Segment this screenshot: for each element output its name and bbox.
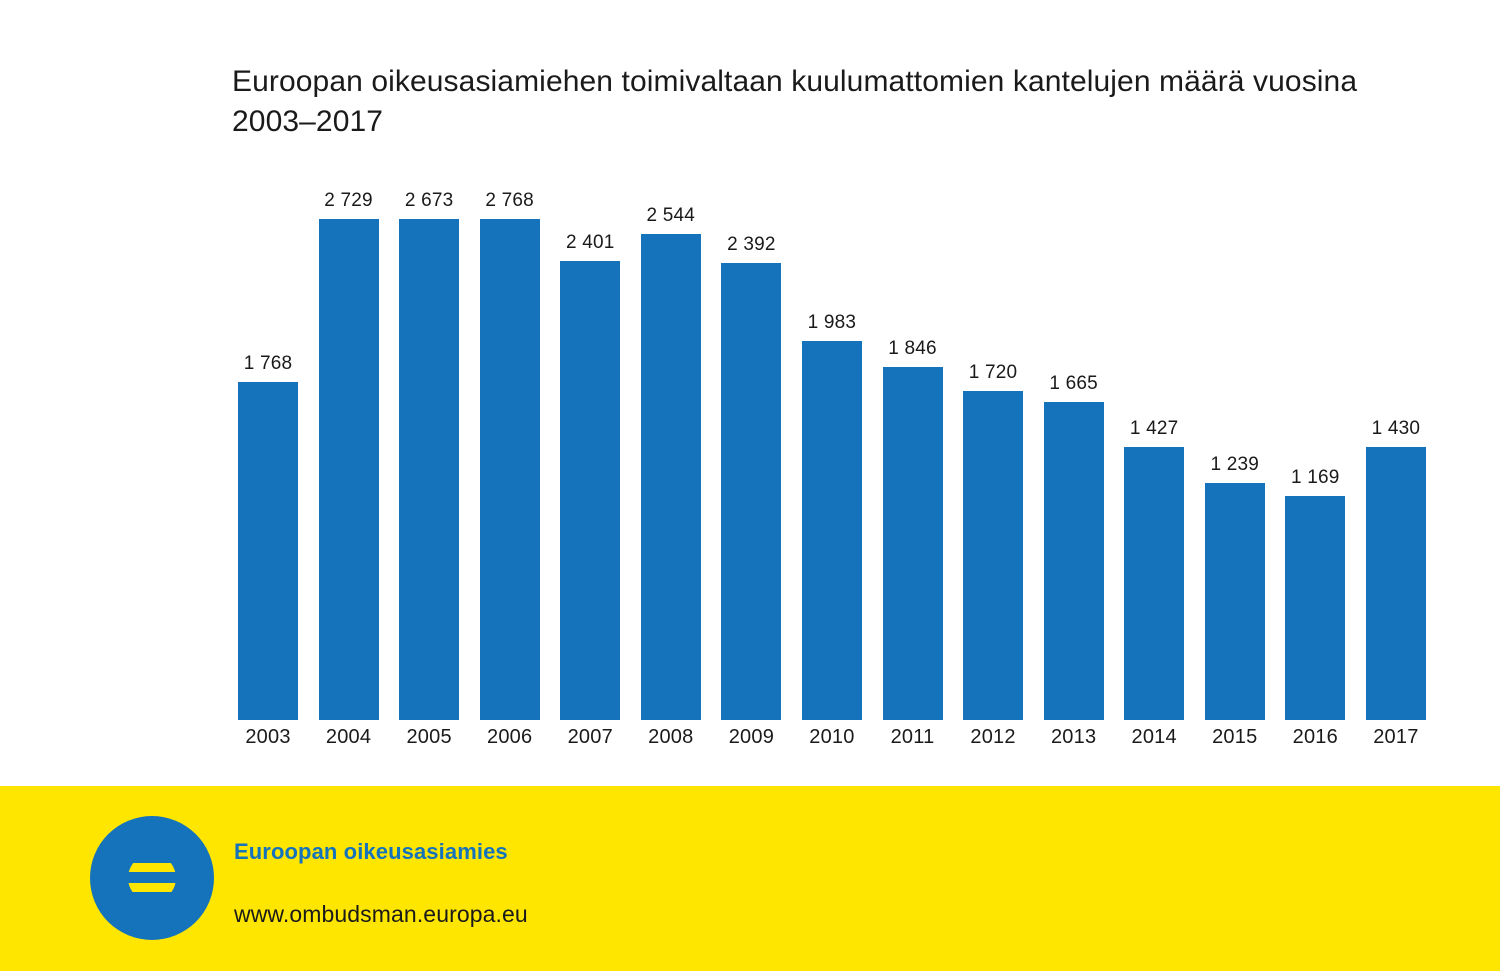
footer-organisation: Euroopan oikeusasiamies — [234, 839, 508, 864]
bar-rect — [560, 261, 620, 720]
bar-column — [313, 190, 385, 720]
bar-column — [635, 190, 707, 720]
bar-column — [1118, 190, 1190, 720]
bar-value-label: 1 169 — [1291, 467, 1340, 488]
bar-column — [1199, 190, 1271, 720]
x-axis-tick: 2013 — [1050, 726, 1097, 748]
x-axis-tick: 2006 — [487, 726, 533, 748]
bar-rect — [1124, 447, 1184, 720]
bar-value-label: 1 983 — [807, 312, 857, 333]
ombudsman-logo-icon — [88, 814, 216, 942]
x-axis-tick: 2017 — [1373, 726, 1419, 748]
bar-column — [393, 190, 465, 720]
bar-column — [554, 190, 626, 720]
x-axis-tick: 2010 — [809, 726, 855, 748]
x-axis-tick: 2007 — [567, 726, 613, 748]
bar-rect — [1366, 447, 1426, 720]
x-axis-tick: 2008 — [648, 726, 694, 748]
bar-value-label: 2 729 — [324, 190, 373, 211]
bar-column — [796, 190, 868, 720]
bar-rect — [883, 367, 943, 720]
bar-value-label: 2 673 — [404, 190, 454, 211]
bar-column — [1360, 190, 1432, 720]
bar-column — [232, 190, 304, 720]
x-axis-tick: 2011 — [890, 726, 935, 748]
x-axis-tick: 2014 — [1131, 726, 1177, 748]
bar-column — [715, 190, 787, 720]
bar-value-label: 1 846 — [888, 338, 937, 359]
bar-value-label: 1 768 — [243, 353, 293, 374]
bar-value-label: 1 427 — [1129, 418, 1179, 439]
bar-rect — [238, 382, 298, 720]
bar-value-label: 1 430 — [1371, 418, 1421, 439]
bar-value-label: 1 720 — [968, 362, 1018, 383]
bar-value-label: 2 392 — [727, 234, 776, 255]
bar-value-label: 1 239 — [1210, 454, 1260, 475]
bar-value-label: 2 768 — [485, 190, 534, 211]
bar-column — [1279, 190, 1351, 720]
bar-rect — [963, 391, 1023, 720]
bar-column — [474, 190, 546, 720]
x-axis-tick: 2016 — [1292, 726, 1338, 748]
bar-chart-plot-area — [232, 190, 1432, 720]
x-axis-labels — [232, 726, 1432, 749]
x-axis-tick: 2012 — [970, 726, 1016, 748]
bar-column — [877, 190, 949, 720]
bar-rect — [480, 219, 540, 720]
bar-value-label: 2 401 — [565, 232, 615, 253]
bar-series — [232, 190, 1432, 720]
x-axis-tick: 2015 — [1212, 726, 1258, 748]
bar-rect — [802, 341, 862, 720]
bar-rect — [721, 263, 781, 720]
bar-column — [1038, 190, 1110, 720]
bar-rect — [399, 219, 459, 720]
bar-rect — [641, 234, 701, 720]
bar-rect — [1285, 496, 1345, 720]
x-axis-tick: 2005 — [406, 726, 452, 748]
bar-value-label: 1 665 — [1049, 373, 1098, 394]
x-axis-tick: 2003 — [245, 726, 291, 748]
x-axis-tick: 2009 — [728, 726, 775, 748]
page-title: Euroopan oikeusasiamiehen toimivaltaan kuulumattomien kantelujen määrä vuosina 2003–2017 — [232, 65, 1358, 138]
bar-rect — [319, 219, 379, 720]
bar-column — [957, 190, 1029, 720]
footer-band — [0, 786, 1500, 971]
footer-website-link[interactable]: www.ombudsman.europa.eu — [234, 901, 528, 927]
bar-rect — [1044, 402, 1104, 720]
x-axis-tick: 2004 — [325, 726, 372, 748]
bar-value-label: 2 544 — [646, 205, 696, 226]
bar-rect — [1205, 483, 1265, 720]
